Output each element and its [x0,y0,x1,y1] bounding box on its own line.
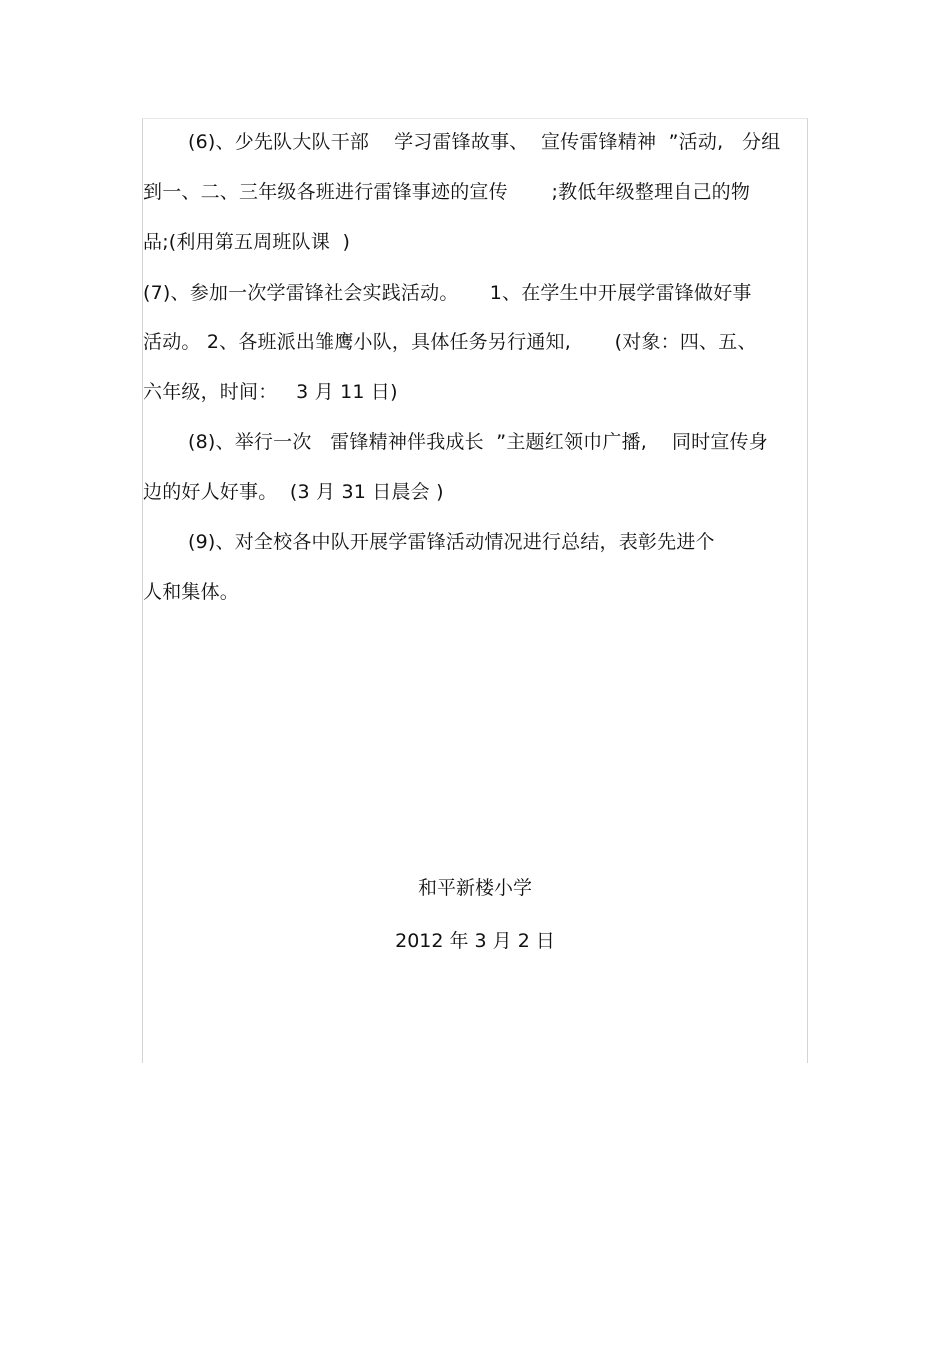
item-8-line-1: (8)、举行一次 雷锋精神伴我成长 ”主题红领巾广播, 同时宣传身 [188,431,768,453]
item-6-line-2: 到一、二、三年级各班进行雷锋事迹的宣传 ;教低年级整理自己的物 [143,181,751,203]
item-7-line-2: 活动。 2、各班派出雏鹰小队，具体任务另行通知, (对象：四、五、 [143,331,757,353]
item-6-line-1: (6)、少先队大队干部 学习雷锋故事、 宣传雷锋精神 ”活动, 分组 [188,131,781,153]
item-9-line-2: 人和集体。 [143,581,240,603]
item-6-line-3: 品;(利用第五周班队课 ) [143,231,351,253]
item-9-line-1: (9)、对全校各中队开展学雷锋活动情况进行总结，表彰先进个 [188,531,715,553]
item-7-line-3: 六年级，时间： 3 月 11 日) [143,381,398,403]
school-name: 和平新楼小学 [417,877,532,899]
item-8-line-2: 边的好人好事。 (3 月 31 日晨会 ) [143,481,444,503]
page-frame [142,118,808,1063]
signature-date: 2012 年 3 月 2 日 [395,930,555,952]
item-7-line-1: (7)、参加一次学雷锋社会实践活动。 1、在学生中开展学雷锋做好事 [143,282,752,304]
